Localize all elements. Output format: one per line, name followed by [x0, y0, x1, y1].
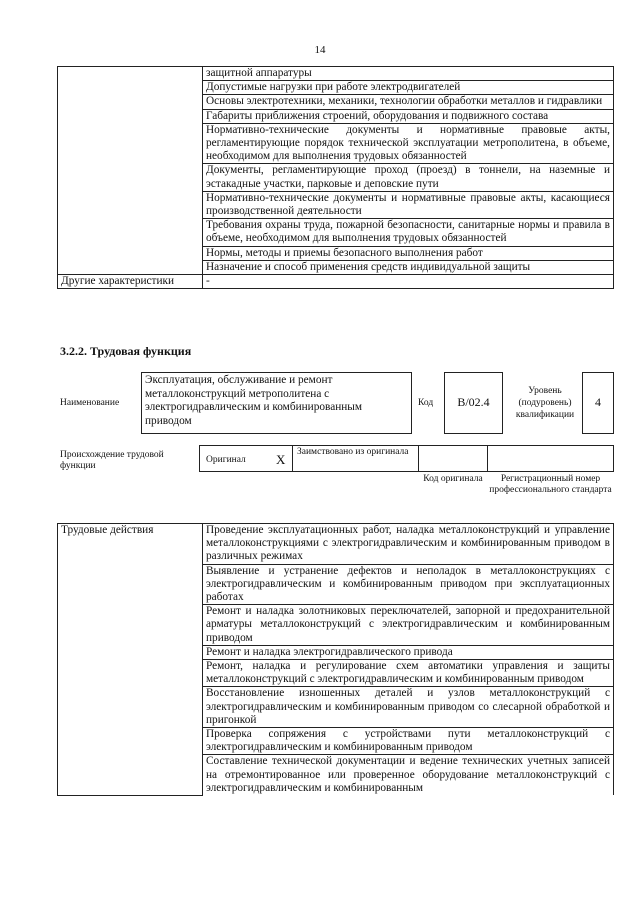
table-row	[58, 67, 614, 81]
code-value-box: B/02.4	[444, 372, 503, 434]
reg-number-caption: Регистрационный номер профессионального стандарта	[489, 474, 612, 495]
knowledge-label-cell	[58, 67, 203, 275]
action-item: Составление технической документации и ведение технических учетных записей на отремонтированное или проверенное оборудование металлоконструкций с электрогидравлическим и комбинированным	[203, 755, 614, 795]
action-item: Проведение эксплуатационных работ, наладка металлоконструкций и управление металлоконструкциями с электрогидравлическим и комбинированным приводом в различных режимах	[203, 524, 614, 565]
knowledge-item: защитной аппаратуры	[203, 67, 614, 81]
original-cell: Оригинал	[199, 445, 293, 472]
table-row	[58, 524, 614, 565]
code-original-cell	[418, 445, 488, 472]
knowledge-table	[57, 66, 614, 289]
name-label: Наименование	[60, 398, 120, 408]
original-mark: X	[276, 452, 286, 467]
action-item: Проверка сопряжения с устройствами пути металлоконструкций с электрогидравлическим и комбинированным приводом	[203, 728, 614, 755]
knowledge-item: Назначение и способ применения средств индивидуальной защиты	[203, 260, 614, 274]
other-characteristics-value: -	[203, 275, 614, 289]
table-row	[58, 275, 614, 289]
knowledge-item: Нормы, методы и приемы безопасного выполнения работ	[203, 246, 614, 260]
knowledge-item: Документы, регламентирующие проход (проезд) в тоннели, на наземные и эстакадные участки, парковые и деповские пути	[203, 164, 614, 191]
knowledge-item: Требования охраны труда, пожарной безопасности, санитарные нормы и правила в объеме, необходимом для выполнения трудовых обязанностей	[203, 219, 614, 246]
knowledge-item: Допустимые нагрузки при работе электродвигателей	[203, 81, 614, 95]
actions-table	[57, 523, 614, 796]
knowledge-item: Нормативно-технические документы и нормативные правовые акты, регламентирующие порядок технической эксплуатации метрополитена, в объеме, необходимом для выполнения трудовых обязанностей	[203, 123, 614, 164]
section-title: 3.2.2. Трудовая функция	[60, 344, 192, 358]
level-label: Уровень (подуровень) квалификации	[515, 386, 575, 420]
action-item: Ремонт и наладка электрогидравлического привода	[203, 645, 614, 659]
action-item: Ремонт, наладка и регулирование схем автоматики управления и защиты металлоконструкций с электрогидравлическим и комбинированным приводом	[203, 660, 614, 687]
knowledge-item: Нормативно-технические документы и нормативные правовые акты, касающиеся производственной деятельности	[203, 191, 614, 218]
code-label: Код	[418, 398, 434, 408]
other-characteristics-label: Другие характеристики	[58, 275, 203, 289]
origin-label: Происхождение трудовой функции	[60, 450, 164, 471]
action-item: Ремонт и наладка золотниковых переключателей, запорной и предохранительной арматуры металлоконструкций с электрогидравлическим и комбинированным приводом	[203, 605, 614, 646]
function-name-box: Эксплуатация, обслуживание и ремонт металлоконструкций метрополитена с электрогидравлическим и комбинированным приводом	[141, 372, 412, 434]
borrowed-cell: Заимствовано из оригинала	[292, 445, 419, 472]
actions-label: Трудовые действия	[58, 524, 203, 796]
action-item: Восстановление изношенных деталей и узлов металлоконструкций с электрогидравлическим и комбинированным приводом со слесарной обработкой и пригонкой	[203, 687, 614, 728]
code-original-caption: Код оригинала	[423, 474, 483, 484]
reg-number-cell	[487, 445, 614, 472]
knowledge-item: Основы электротехники, механики, технологии обработки металлов и гидравлики	[203, 95, 614, 109]
level-value-box: 4	[582, 372, 614, 434]
knowledge-item: Габариты приближения строений, оборудования и подвижного состава	[203, 109, 614, 123]
action-item: Выявление и устранение дефектов и неполадок в металлоконструкциях с электрогидравлическим и комбинированным приводом при эксплуатационных работах	[203, 564, 614, 605]
page-number: 14	[314, 44, 326, 56]
